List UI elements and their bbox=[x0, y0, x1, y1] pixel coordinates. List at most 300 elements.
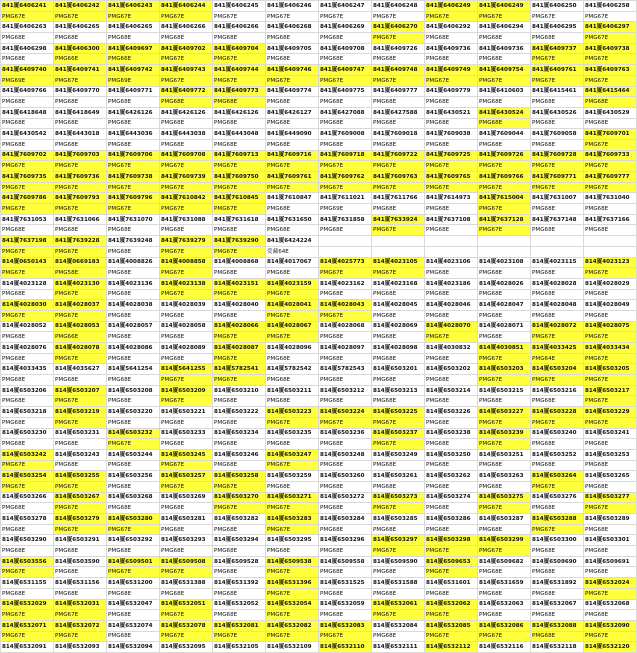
model-cell[interactable]: PMG67E bbox=[1, 268, 54, 279]
code-cell[interactable]: 814厦6503203 bbox=[478, 364, 531, 375]
model-cell[interactable]: PMG68E bbox=[478, 33, 531, 44]
model-cell[interactable]: PMG67E bbox=[54, 481, 107, 492]
code-cell[interactable]: 841厦7637198 bbox=[1, 236, 54, 247]
code-cell[interactable]: 814厦4023159 bbox=[266, 278, 319, 289]
code-cell[interactable]: 814厦6532063 bbox=[478, 599, 531, 610]
code-cell[interactable]: 814厦6503298 bbox=[425, 535, 478, 546]
code-cell[interactable]: 814厦6503213 bbox=[372, 385, 425, 396]
code-cell[interactable]: 841厦7609735 bbox=[1, 172, 54, 183]
code-cell[interactable]: 814厦6532116 bbox=[478, 642, 531, 653]
code-cell[interactable]: 814厦4023130 bbox=[54, 278, 107, 289]
code-cell[interactable]: 814厦6509528 bbox=[213, 556, 266, 567]
code-cell[interactable]: 841厦7631858 bbox=[319, 214, 372, 225]
model-cell[interactable]: PMG67E bbox=[319, 268, 372, 279]
model-cell[interactable]: PMG67E bbox=[478, 225, 531, 236]
model-cell[interactable]: PMG68E bbox=[213, 225, 266, 236]
code-cell[interactable]: 814厦4028086 bbox=[107, 343, 160, 354]
code-cell[interactable]: 814厦6503217 bbox=[584, 385, 637, 396]
model-cell[interactable]: PMG67E bbox=[54, 503, 107, 514]
model-cell[interactable]: PMG68E bbox=[213, 417, 266, 428]
code-cell[interactable]: 841厦7609716 bbox=[266, 150, 319, 161]
model-cell[interactable]: PMG67E bbox=[266, 161, 319, 172]
model-cell[interactable]: PMG68E bbox=[213, 588, 266, 599]
model-cell[interactable]: PMG68E bbox=[372, 332, 425, 343]
model-cell[interactable]: PMG68E bbox=[107, 139, 160, 150]
model-cell[interactable]: PMG68E bbox=[584, 97, 637, 108]
model-cell[interactable]: PMG67E bbox=[160, 246, 213, 257]
code-cell[interactable]: 814厦4028026 bbox=[478, 278, 531, 289]
model-cell[interactable]: PMG68E bbox=[266, 375, 319, 386]
model-cell[interactable]: PMG68E bbox=[531, 567, 584, 578]
code-cell[interactable]: 841厦6406300 bbox=[54, 43, 107, 54]
model-cell[interactable]: PMG67E bbox=[160, 54, 213, 65]
code-cell[interactable]: 814厦6503287 bbox=[478, 514, 531, 525]
code-cell[interactable]: 814厦6532120 bbox=[584, 642, 637, 653]
model-cell[interactable]: PMG68E bbox=[107, 332, 160, 343]
code-cell[interactable]: 814厦6503590 bbox=[54, 556, 107, 567]
model-cell[interactable]: PMG68E bbox=[584, 204, 637, 215]
code-cell[interactable] bbox=[478, 236, 531, 247]
model-cell[interactable]: PMG68E bbox=[1, 225, 54, 236]
code-cell[interactable] bbox=[531, 236, 584, 247]
model-cell[interactable]: PMG68E bbox=[213, 546, 266, 557]
model-cell[interactable]: PMG68E bbox=[54, 118, 107, 129]
model-cell[interactable]: PMG67E bbox=[1, 161, 54, 172]
code-cell[interactable]: 814厦6503289 bbox=[584, 514, 637, 525]
code-cell[interactable]: 841厦6426126 bbox=[107, 107, 160, 118]
code-cell[interactable]: 841厦7609766 bbox=[478, 172, 531, 183]
model-cell[interactable]: PMG68E bbox=[160, 118, 213, 129]
code-cell[interactable]: 841厦7631650 bbox=[266, 214, 319, 225]
model-cell[interactable]: PMG67E bbox=[266, 310, 319, 321]
code-cell[interactable]: 841厦7609726 bbox=[478, 150, 531, 161]
model-cell[interactable]: PMG67E bbox=[213, 161, 266, 172]
code-cell[interactable]: 814厦4008826 bbox=[107, 257, 160, 268]
code-cell[interactable]: 814厦4030851 bbox=[478, 343, 531, 354]
model-cell[interactable]: PMG68E bbox=[1, 33, 54, 44]
code-cell[interactable]: 841厦6409747 bbox=[319, 65, 372, 76]
code-cell[interactable]: 841厦6418648 bbox=[1, 107, 54, 118]
model-cell[interactable]: PMG67E bbox=[160, 375, 213, 386]
model-cell[interactable]: PMG68E bbox=[584, 546, 637, 557]
model-cell[interactable]: PMG68E bbox=[213, 567, 266, 578]
code-cell[interactable]: 841厦6409748 bbox=[372, 65, 425, 76]
model-cell[interactable]: PMG68E bbox=[478, 54, 531, 65]
model-cell[interactable]: PMG67E bbox=[54, 631, 107, 642]
model-cell[interactable]: PMG67E bbox=[213, 289, 266, 300]
code-cell[interactable]: 814厦6503293 bbox=[160, 535, 213, 546]
model-cell[interactable]: PMG68E bbox=[478, 332, 531, 343]
model-cell[interactable]: PMG67E bbox=[425, 631, 478, 642]
model-cell[interactable]: PMG67E bbox=[54, 417, 107, 428]
code-cell[interactable]: 814厦4033425 bbox=[531, 343, 584, 354]
code-cell[interactable]: 841厦6409740 bbox=[1, 65, 54, 76]
model-cell[interactable]: PMG67E bbox=[213, 182, 266, 193]
code-cell[interactable]: 841厦6430529 bbox=[584, 107, 637, 118]
code-cell[interactable]: 841厦7609750 bbox=[213, 172, 266, 183]
code-cell[interactable]: 841厦6443038 bbox=[160, 129, 213, 140]
code-cell[interactable]: 814厦6503235 bbox=[266, 428, 319, 439]
model-cell[interactable]: PMG67E bbox=[266, 524, 319, 535]
code-cell[interactable]: 814厦6503250 bbox=[425, 449, 478, 460]
model-cell[interactable]: PMG68E bbox=[531, 204, 584, 215]
model-cell[interactable]: PMG67E bbox=[531, 75, 584, 86]
code-cell[interactable]: 841厦6409754 bbox=[478, 65, 531, 76]
code-cell[interactable]: 814厦6503226 bbox=[425, 407, 478, 418]
code-cell[interactable]: 841厦7637108 bbox=[425, 214, 478, 225]
code-cell[interactable]: 814厦6532082 bbox=[266, 620, 319, 631]
code-cell[interactable]: 814厦6503266 bbox=[1, 492, 54, 503]
model-cell[interactable]: PMG68E bbox=[478, 139, 531, 150]
model-cell[interactable]: PMG67E bbox=[107, 524, 160, 535]
model-cell[interactable]: PMG67E bbox=[584, 503, 637, 514]
code-cell[interactable]: 841厦7609786 bbox=[1, 193, 54, 204]
model-cell[interactable]: PMG68E bbox=[478, 524, 531, 535]
model-cell[interactable]: PMG67E bbox=[372, 11, 425, 22]
code-cell[interactable]: 841厦6409743 bbox=[160, 65, 213, 76]
model-cell[interactable]: PMG68E bbox=[213, 610, 266, 621]
model-cell[interactable]: PMG68E bbox=[107, 97, 160, 108]
model-cell[interactable]: PMG67E bbox=[531, 182, 584, 193]
code-cell[interactable]: 814厦6503225 bbox=[372, 407, 425, 418]
code-cell[interactable]: 841厦6409708 bbox=[319, 43, 372, 54]
code-cell[interactable]: 814厦6532084 bbox=[372, 620, 425, 631]
code-cell[interactable]: 841厦6427088 bbox=[319, 107, 372, 118]
code-cell[interactable]: 814厦6531396 bbox=[266, 578, 319, 589]
model-cell[interactable]: PMG67E bbox=[160, 396, 213, 407]
model-cell[interactable]: PMG67E bbox=[213, 54, 266, 65]
code-cell[interactable]: 841厦6406247 bbox=[319, 1, 372, 12]
code-cell[interactable]: 814厦6503239 bbox=[478, 428, 531, 439]
code-cell[interactable]: 814厦6503209 bbox=[160, 385, 213, 396]
code-cell[interactable]: 814厦4023151 bbox=[213, 278, 266, 289]
model-cell[interactable]: PMG68E bbox=[213, 139, 266, 150]
code-cell[interactable]: 814厦6532110 bbox=[319, 642, 372, 653]
code-cell[interactable]: 841厦6443036 bbox=[107, 129, 160, 140]
model-cell[interactable]: PMG67E bbox=[1, 481, 54, 492]
model-cell[interactable]: PMG68E bbox=[266, 225, 319, 236]
model-cell[interactable]: PMG67E bbox=[372, 546, 425, 557]
model-cell[interactable]: PMG67E bbox=[478, 204, 531, 215]
code-cell[interactable]: 814厦6503221 bbox=[160, 407, 213, 418]
model-cell[interactable]: PMG68E bbox=[1, 546, 54, 557]
code-cell[interactable]: 814厦6503222 bbox=[213, 407, 266, 418]
code-cell[interactable]: 814厦6503284 bbox=[319, 514, 372, 525]
code-cell[interactable]: 814厦6532024 bbox=[584, 578, 637, 589]
model-cell[interactable]: PMG67E bbox=[584, 417, 637, 428]
model-cell[interactable]: PMG68E bbox=[531, 610, 584, 621]
code-cell[interactable]: 841厦6426126 bbox=[160, 107, 213, 118]
code-cell[interactable]: 814厦6509682 bbox=[478, 556, 531, 567]
code-cell[interactable]: 841厦6409742 bbox=[107, 65, 160, 76]
code-cell[interactable]: 814厦6503220 bbox=[107, 407, 160, 418]
code-cell[interactable]: 841厦7639279 bbox=[160, 236, 213, 247]
code-cell[interactable]: 814厦4028068 bbox=[319, 321, 372, 332]
model-cell[interactable]: PMG68E bbox=[160, 139, 213, 150]
model-cell[interactable]: PMG67E bbox=[478, 503, 531, 514]
model-cell[interactable]: PMG68E bbox=[584, 460, 637, 471]
model-cell[interactable]: PMG67E bbox=[531, 417, 584, 428]
code-cell[interactable]: 841厦6406248 bbox=[372, 1, 425, 12]
model-cell[interactable]: PMG68E bbox=[425, 118, 478, 129]
code-cell[interactable]: 841厦7639290 bbox=[213, 236, 266, 247]
model-cell[interactable]: PMG68E bbox=[425, 481, 478, 492]
code-cell[interactable]: 814厦4028045 bbox=[372, 300, 425, 311]
code-cell[interactable]: 814厦6503296 bbox=[319, 535, 372, 546]
model-cell[interactable]: PMG68E bbox=[107, 610, 160, 621]
model-cell[interactable]: PMG68E bbox=[319, 97, 372, 108]
code-cell[interactable]: 814厦6503208 bbox=[107, 385, 160, 396]
code-cell[interactable]: 814厦6503270 bbox=[213, 492, 266, 503]
model-cell[interactable]: PMG68E bbox=[1, 439, 54, 450]
model-cell[interactable]: PMG68E bbox=[372, 524, 425, 535]
code-cell[interactable]: 841厦6406292 bbox=[425, 22, 478, 33]
model-cell[interactable]: PMG58E bbox=[54, 268, 107, 279]
code-cell[interactable]: 841厦7609765 bbox=[425, 172, 478, 183]
model-cell[interactable]: PMG68E bbox=[372, 204, 425, 215]
code-cell[interactable]: 841厦6409774 bbox=[266, 86, 319, 97]
code-cell[interactable]: 841厦6406241 bbox=[1, 1, 54, 12]
model-cell[interactable]: PMG67E bbox=[160, 182, 213, 193]
code-cell[interactable]: 814厦4023162 bbox=[319, 278, 372, 289]
model-cell[interactable]: PMG68E bbox=[319, 546, 372, 557]
code-cell[interactable]: 814厦6532067 bbox=[531, 599, 584, 610]
code-cell[interactable]: 841厦7610842 bbox=[160, 193, 213, 204]
model-cell[interactable]: PMG68E bbox=[160, 310, 213, 321]
model-cell[interactable]: PMG67E bbox=[160, 268, 213, 279]
model-cell[interactable]: PMG68E bbox=[1, 118, 54, 129]
model-cell[interactable]: PMG67E bbox=[319, 631, 372, 642]
code-cell[interactable]: 814厦6503252 bbox=[531, 449, 584, 460]
model-cell[interactable]: PMG68E bbox=[54, 33, 107, 44]
model-cell[interactable]: PMG68E bbox=[531, 97, 584, 108]
code-cell[interactable]: 814厦6503229 bbox=[584, 407, 637, 418]
model-cell[interactable]: PMG68E bbox=[107, 460, 160, 471]
code-cell[interactable]: 814厦6532078 bbox=[160, 620, 213, 631]
model-cell[interactable]: PMG68E bbox=[319, 139, 372, 150]
model-cell[interactable]: PMG68E bbox=[1, 503, 54, 514]
model-cell[interactable]: PMG67E bbox=[531, 524, 584, 535]
code-cell[interactable]: 814厦6503288 bbox=[531, 514, 584, 525]
model-cell[interactable]: PMG67E bbox=[213, 204, 266, 215]
code-cell[interactable]: 814厦6532072 bbox=[54, 620, 107, 631]
model-cell[interactable]: PMG68E bbox=[584, 481, 637, 492]
code-cell[interactable]: 841厦6409773 bbox=[213, 86, 266, 97]
code-cell[interactable]: 814厦4023128 bbox=[1, 278, 54, 289]
model-cell[interactable]: PMG68E bbox=[107, 353, 160, 364]
model-cell[interactable] bbox=[425, 246, 478, 257]
code-cell[interactable]: 814厦4028053 bbox=[54, 321, 107, 332]
code-cell[interactable]: 814厦4028072 bbox=[531, 321, 584, 332]
model-cell[interactable]: PMG69E bbox=[319, 204, 372, 215]
model-cell[interactable]: PMG68E bbox=[107, 118, 160, 129]
code-cell[interactable]: 814厦6503271 bbox=[266, 492, 319, 503]
code-cell[interactable]: 814厦4028070 bbox=[425, 321, 478, 332]
code-cell[interactable]: 814厦6503263 bbox=[478, 471, 531, 482]
code-cell[interactable]: 841厦6430521 bbox=[425, 107, 478, 118]
code-cell[interactable]: 814厦4008868 bbox=[213, 257, 266, 268]
code-cell[interactable]: 814厦6503244 bbox=[107, 449, 160, 460]
code-cell[interactable]: 814厦4028069 bbox=[372, 321, 425, 332]
model-cell[interactable]: PMG67E bbox=[372, 33, 425, 44]
code-cell[interactable]: 841厦6409749 bbox=[425, 65, 478, 76]
model-cell[interactable]: PMG68E bbox=[425, 396, 478, 407]
code-cell[interactable]: 814厦6503300 bbox=[531, 535, 584, 546]
code-cell[interactable]: 814厦6509501 bbox=[107, 556, 160, 567]
model-cell[interactable]: PMG68E bbox=[54, 375, 107, 386]
model-cell[interactable]: PMG68E bbox=[319, 439, 372, 450]
model-cell[interactable]: PMG67E bbox=[372, 161, 425, 172]
code-cell[interactable]: 841厦6409736 bbox=[478, 43, 531, 54]
model-cell[interactable]: PMG68E bbox=[531, 546, 584, 557]
model-cell[interactable]: PMG68E bbox=[531, 588, 584, 599]
model-cell[interactable]: PMG68E bbox=[54, 567, 107, 578]
code-cell[interactable]: 841厦6406294 bbox=[478, 22, 531, 33]
model-cell[interactable]: PMG66E bbox=[54, 332, 107, 343]
model-cell[interactable]: PMG67E bbox=[1, 182, 54, 193]
model-cell[interactable]: PMG67E bbox=[531, 54, 584, 65]
model-cell[interactable]: PMG67E bbox=[425, 11, 478, 22]
model-cell[interactable]: PMG68E bbox=[584, 524, 637, 535]
model-cell[interactable]: PMG67E bbox=[372, 610, 425, 621]
model-cell[interactable]: PMG68E bbox=[107, 33, 160, 44]
code-cell[interactable]: 841厦6426127 bbox=[266, 107, 319, 118]
model-cell[interactable]: PMG68E bbox=[107, 546, 160, 557]
model-cell[interactable]: PMG68E bbox=[1, 353, 54, 364]
model-cell[interactable]: PMG67E bbox=[266, 503, 319, 514]
model-cell[interactable]: PMG67E bbox=[1, 11, 54, 22]
code-cell[interactable]: 841厦6409746 bbox=[266, 65, 319, 76]
code-cell[interactable]: 841厦6409737 bbox=[531, 43, 584, 54]
code-cell[interactable]: 814厦6503269 bbox=[160, 492, 213, 503]
model-cell[interactable]: PMG68E bbox=[319, 332, 372, 343]
code-cell[interactable]: 814厦4028071 bbox=[478, 321, 531, 332]
code-cell[interactable]: 841厦7637128 bbox=[478, 214, 531, 225]
code-cell[interactable]: 814厦6503237 bbox=[372, 428, 425, 439]
model-cell[interactable]: PMG68E bbox=[531, 289, 584, 300]
code-cell[interactable]: 814厦6532095 bbox=[160, 642, 213, 653]
code-cell[interactable]: 814厦6531588 bbox=[372, 578, 425, 589]
code-cell[interactable]: 814厦4025773 bbox=[319, 257, 372, 268]
code-cell[interactable]: 814厦6503257 bbox=[160, 471, 213, 482]
code-cell[interactable]: 814厦6531388 bbox=[160, 578, 213, 589]
code-cell[interactable]: 814厦6503246 bbox=[213, 449, 266, 460]
code-cell[interactable]: 814厦6532068 bbox=[584, 599, 637, 610]
code-cell[interactable]: 814厦6503259 bbox=[266, 471, 319, 482]
code-cell[interactable]: 814厦4023108 bbox=[478, 257, 531, 268]
code-cell[interactable]: 814厦6503262 bbox=[425, 471, 478, 482]
code-cell[interactable]: 814厦5641254 bbox=[107, 364, 160, 375]
code-cell[interactable]: 841厦7609771 bbox=[531, 172, 584, 183]
model-cell[interactable]: PMG67E bbox=[478, 546, 531, 557]
code-cell[interactable]: 841厦6406249 bbox=[478, 1, 531, 12]
model-cell[interactable] bbox=[478, 246, 531, 257]
code-cell[interactable]: 814厦4028043 bbox=[319, 300, 372, 311]
model-cell[interactable]: PMG67E bbox=[160, 567, 213, 578]
code-cell[interactable]: 841厦6409736 bbox=[425, 43, 478, 54]
code-cell[interactable]: 841厦7609763 bbox=[372, 172, 425, 183]
code-cell[interactable]: 841厦6406263 bbox=[1, 22, 54, 33]
code-cell[interactable]: 814厦6503254 bbox=[1, 471, 54, 482]
code-cell[interactable]: 841厦6409779 bbox=[425, 86, 478, 97]
code-cell[interactable]: 814厦4028038 bbox=[107, 300, 160, 311]
model-cell[interactable]: PMG68E bbox=[54, 460, 107, 471]
code-cell[interactable] bbox=[584, 236, 637, 247]
model-cell[interactable]: PMG67E bbox=[372, 225, 425, 236]
code-cell[interactable]: 814厦6503240 bbox=[531, 428, 584, 439]
model-cell[interactable]: PMG68E bbox=[1, 524, 54, 535]
model-cell[interactable]: PMG67E bbox=[425, 161, 478, 172]
code-cell[interactable]: 814厦4028076 bbox=[1, 343, 54, 354]
model-cell[interactable]: PMG68E bbox=[584, 289, 637, 300]
model-cell[interactable]: PMG68E bbox=[478, 481, 531, 492]
model-cell[interactable]: PMG67E bbox=[107, 11, 160, 22]
code-cell[interactable]: 841厦6406298 bbox=[1, 43, 54, 54]
code-cell[interactable]: 841厦6406297 bbox=[584, 22, 637, 33]
code-cell[interactable]: 814厦6503232 bbox=[107, 428, 160, 439]
code-cell[interactable]: 814厦6503273 bbox=[372, 492, 425, 503]
code-cell[interactable]: 814厦6532029 bbox=[1, 599, 54, 610]
model-cell[interactable]: PMG68E bbox=[478, 460, 531, 471]
model-cell[interactable]: PMG68E bbox=[531, 310, 584, 321]
code-cell[interactable]: 841厦7609713 bbox=[213, 150, 266, 161]
code-cell[interactable]: 814厦4033435 bbox=[1, 364, 54, 375]
model-cell[interactable]: PMG68E bbox=[425, 524, 478, 535]
code-cell[interactable]: 814厦5782541 bbox=[213, 364, 266, 375]
model-cell[interactable]: PMG67E bbox=[107, 439, 160, 450]
code-cell[interactable]: 841厦6409777 bbox=[372, 86, 425, 97]
code-cell[interactable]: 814厦6503281 bbox=[160, 514, 213, 525]
model-cell[interactable]: PMG68E bbox=[425, 225, 478, 236]
code-cell[interactable]: 814厦5641255 bbox=[160, 364, 213, 375]
model-cell[interactable]: PMG68E bbox=[160, 524, 213, 535]
code-cell[interactable]: 841厦6430524 bbox=[478, 107, 531, 118]
model-cell[interactable]: PMG67E bbox=[266, 567, 319, 578]
model-cell[interactable]: PMG68E bbox=[531, 631, 584, 642]
code-cell[interactable]: 841厦6406244 bbox=[160, 1, 213, 12]
model-cell[interactable]: PMG67E bbox=[584, 268, 637, 279]
code-cell[interactable]: 841厦7639248 bbox=[107, 236, 160, 247]
code-cell[interactable]: 814厦6503299 bbox=[478, 535, 531, 546]
model-cell[interactable]: PMG68E bbox=[266, 204, 319, 215]
code-cell[interactable]: 814厦6532091 bbox=[1, 642, 54, 653]
code-cell[interactable]: 841厦7609733 bbox=[584, 150, 637, 161]
code-cell[interactable]: 841厦6406246 bbox=[266, 1, 319, 12]
code-cell[interactable]: 814厦4028029 bbox=[584, 278, 637, 289]
code-cell[interactable]: 814厦6503204 bbox=[531, 364, 584, 375]
model-cell[interactable]: PMG68E bbox=[319, 524, 372, 535]
model-cell[interactable]: PMG68E bbox=[160, 97, 213, 108]
model-cell[interactable]: PMG68E bbox=[425, 353, 478, 364]
code-cell[interactable]: 841厦7639228 bbox=[54, 236, 107, 247]
model-cell[interactable]: PMG67E bbox=[1, 460, 54, 471]
model-cell[interactable]: PMG67E bbox=[319, 182, 372, 193]
code-cell[interactable]: 814厦6503242 bbox=[1, 449, 54, 460]
code-cell[interactable]: 814厦4028087 bbox=[213, 343, 266, 354]
code-cell[interactable]: 814厦6532083 bbox=[319, 620, 372, 631]
code-cell[interactable]: 814厦6503247 bbox=[266, 449, 319, 460]
model-cell[interactable]: PMG67E bbox=[584, 332, 637, 343]
code-cell[interactable]: 814厦4028046 bbox=[425, 300, 478, 311]
code-cell[interactable] bbox=[425, 236, 478, 247]
code-cell[interactable]: 814厦6503230 bbox=[1, 428, 54, 439]
code-cell[interactable]: 814厦6503218 bbox=[1, 407, 54, 418]
model-cell[interactable]: PMG67E bbox=[478, 161, 531, 172]
model-cell[interactable]: PMG68E bbox=[584, 439, 637, 450]
model-cell[interactable]: PMG68E bbox=[107, 268, 160, 279]
model-cell[interactable]: PMG67E bbox=[213, 631, 266, 642]
model-cell[interactable]: PMG67E bbox=[54, 161, 107, 172]
